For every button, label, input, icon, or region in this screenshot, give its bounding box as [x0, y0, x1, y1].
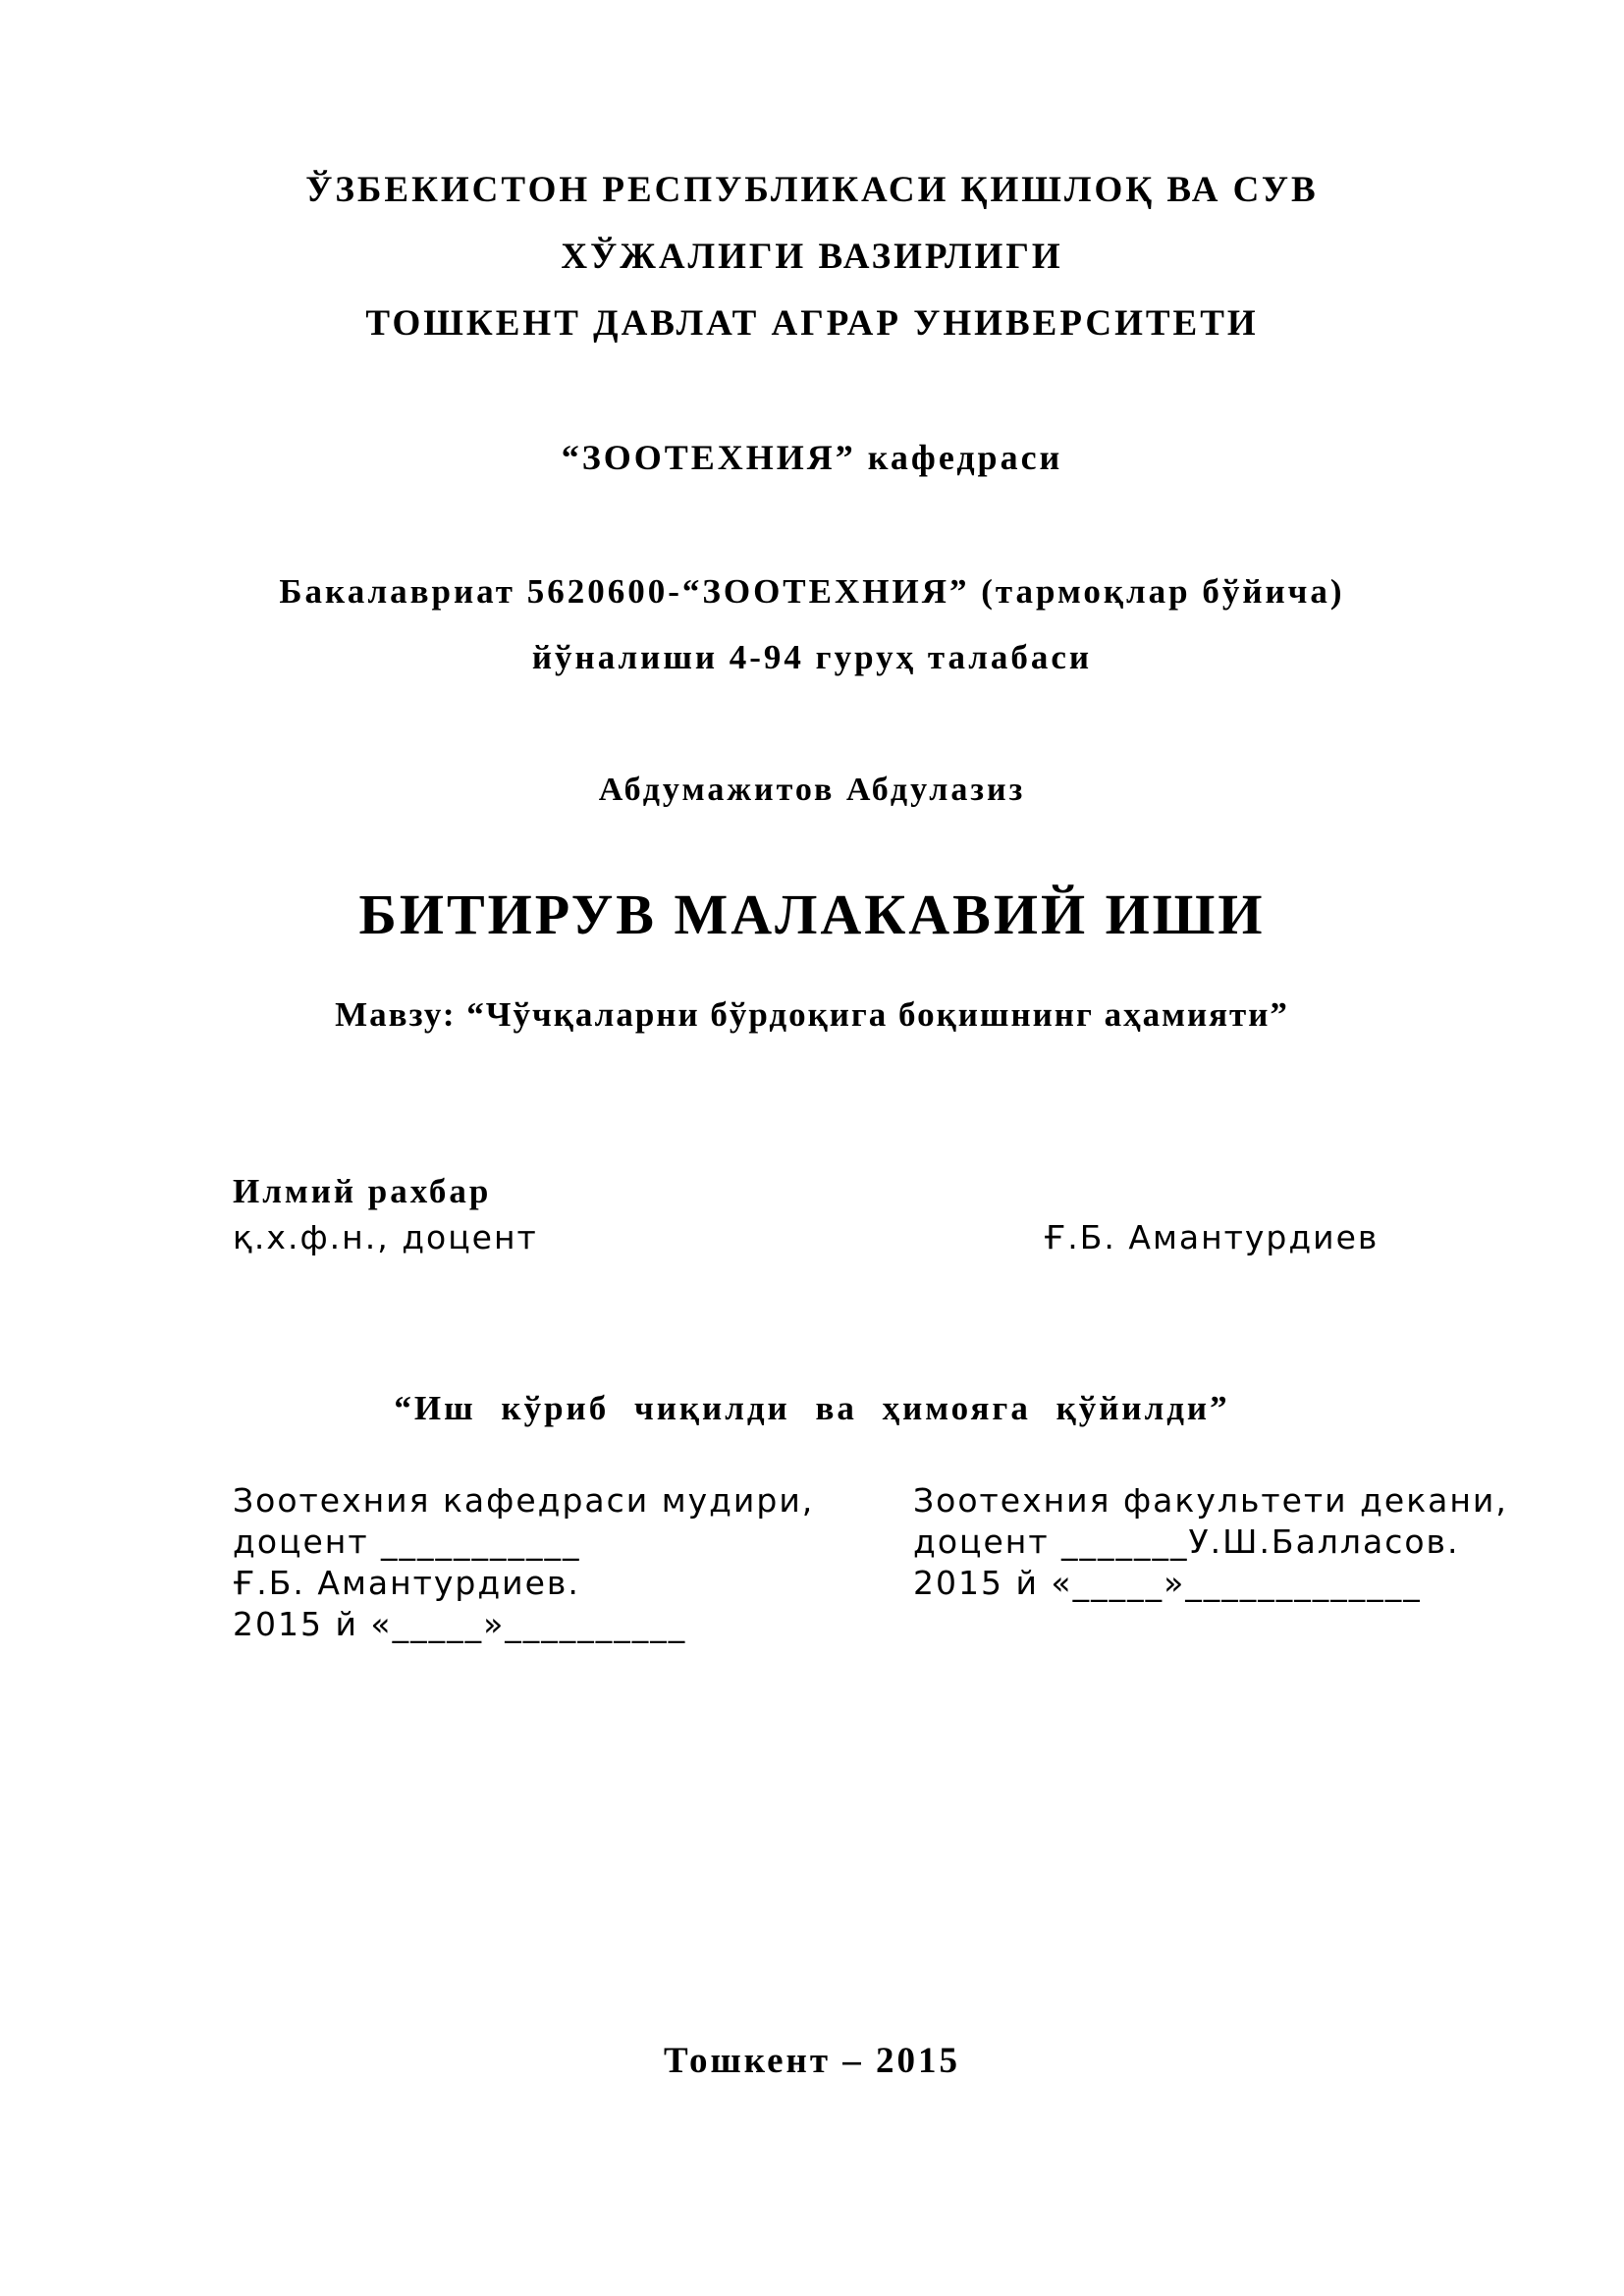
- approval-left-line-1: Зоотехния кафедраси мудири,: [233, 1481, 815, 1520]
- footer-city-year: Тошкент – 2015: [663, 2041, 961, 2081]
- approval-left: [233, 1480, 814, 1645]
- supervisor-name: Ғ.Б. Амантурдиев: [1044, 1218, 1380, 1256]
- approval-right-line-1: Зоотехния факультети декани,: [913, 1481, 1508, 1520]
- reviewed-statement: “Иш кўриб чиқилди ва ҳимояга қўйилди”: [394, 1389, 1230, 1427]
- approval-left-line-2: доцент ___________: [233, 1522, 581, 1561]
- approval-left-line-4: 2015 й «_____»__________: [233, 1605, 687, 1643]
- supervisor-degree: қ.х.ф.н., доцент: [233, 1218, 538, 1256]
- department-name: “ЗООТЕХНИЯ” кафедраси: [561, 438, 1063, 477]
- approval-left-line-3: Ғ.Б. Амантурдиев.: [233, 1564, 580, 1602]
- student-name: Абдумажитов Абдулазиз: [598, 772, 1026, 808]
- supervisor-heading: Илмий рахбар: [233, 1172, 492, 1210]
- approval-right-line-3: 2015 й «_____»_____________: [913, 1564, 1422, 1602]
- bachelor-program-line-2: йўналиши 4-94 гуруҳ талабаси: [531, 638, 1093, 676]
- bachelor-program-line-1: Бакалавриат 5620600-“ЗООТЕХНИЯ” (тармоқлар бўйича): [279, 572, 1345, 611]
- approval-right-line-2: доцент _______У.Ш.Балласов.: [913, 1522, 1460, 1561]
- work-title: БИТИРУВ МАЛАКАВИЙ ИШИ: [358, 882, 1266, 946]
- ministry-line-1: ЎЗБЕКИСТОН РЕСПУБЛИКАСИ ҚИШЛОҚ ВА СУВ: [305, 170, 1319, 210]
- approval-right: [913, 1480, 1508, 1604]
- ministry-line-2: ХЎЖАЛИГИ ВАЗИРЛИГИ: [561, 237, 1063, 277]
- topic-line: Мавзу: “Чўчқаларни бўрдоқига боқишнинг аҳамияти”: [335, 995, 1289, 1034]
- university-name: ТОШКЕНТ ДАВЛАТ АГРАР УНИВЕРСИТЕТИ: [365, 303, 1259, 344]
